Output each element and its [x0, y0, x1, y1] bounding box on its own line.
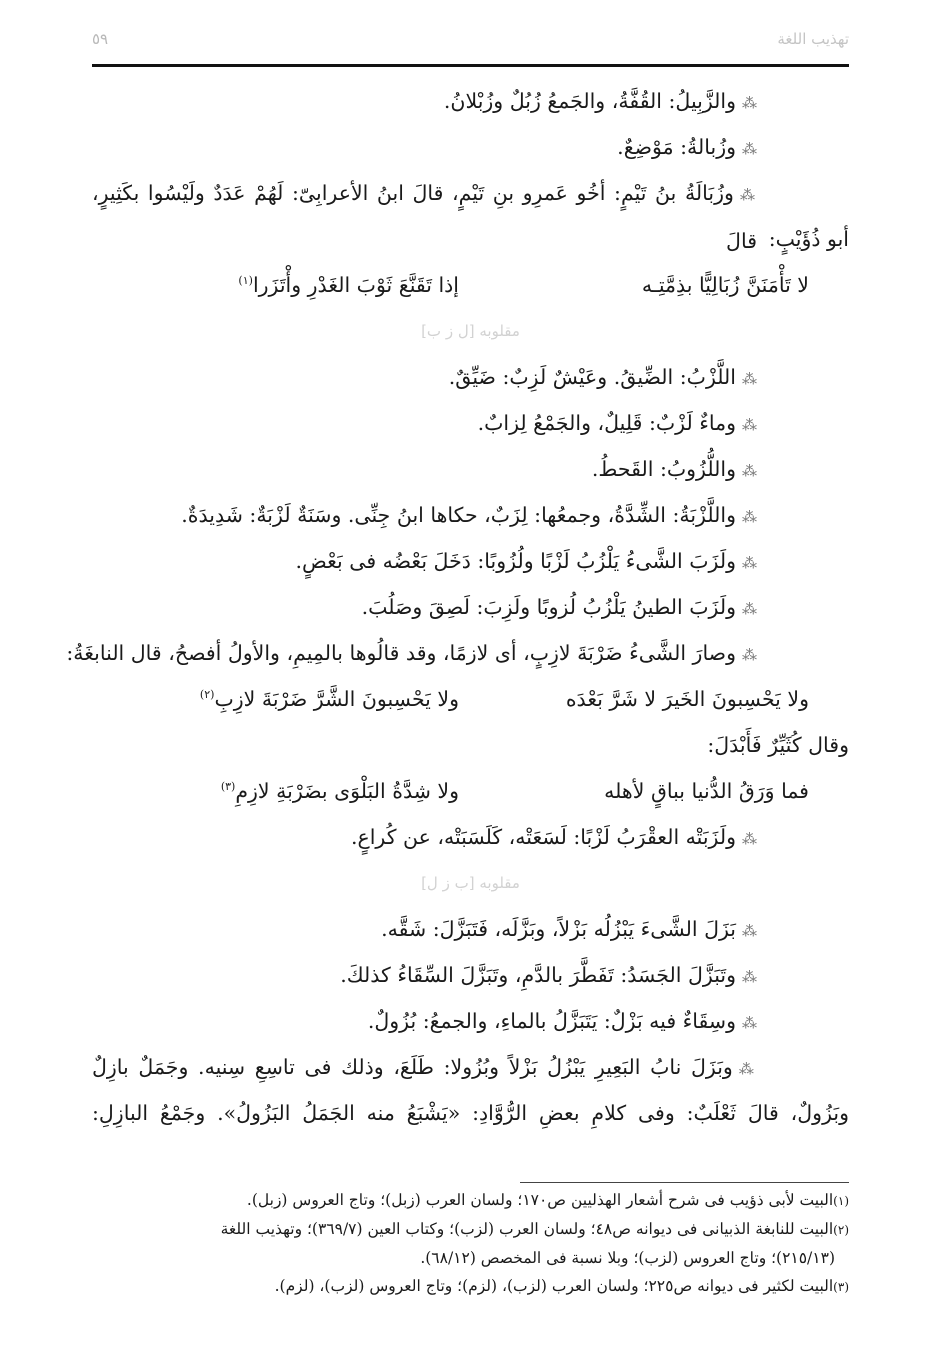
entry-text: ولَزَبَ الطينُ يَلْزُبُ لُزوبًا ولَزِبَ: لَصِقَ وصَلُبَ. [361, 595, 736, 619]
entry-continuation: وبَزُولٌ، قالَ ثَعْلَبٌ: وفى كلامِ بعضِ الرُّوَّادِ: «يَشْبَعُ منه الجَمَلُ البَزُولُ». وجَمْعُ البازِلِ: [92, 1101, 849, 1125]
entry-text: واللُّزُوبُ: القَحطُ. [591, 457, 736, 481]
entry-bullet: ⁂ [738, 1060, 757, 1078]
entry-bullet: ⁂ [742, 830, 757, 848]
entry-text: وصارَ الشَّىءُ ضَرْبَةَ لازِبٍ، أى لازمًا، وقد قالُوها بالمِيمِ، والأولُ أفصحُ، قال النابغَةُ: [66, 641, 736, 665]
entry-text: بَزَلَ الشَّىءَ يَبْزُلُه بَزْلاً، وبَزَّلَه، فَتَبَزَّلَ: شَقَّه. [381, 917, 736, 941]
entry-bullet: ⁂ [742, 508, 757, 526]
entry-line [92, 354, 849, 400]
verse-line [92, 676, 849, 722]
footnote-text: البيت لأبى ذؤيب فى شرح أشعار الهذليين ص١٧٠؛ ولسان العرب (زبل)؛ وتاج العروس (زبل). [246, 1191, 834, 1209]
entry-line [92, 124, 849, 170]
footnote-2 [92, 1215, 849, 1244]
entry-text: اللَّزْبُ: الضِّيقُ. وعَيْشٌ لَزِبٌ: ضَيِّقٌ. [448, 365, 736, 389]
footnote-2-continued: (٢١٥/١٣)؛ وتاج العروس (لزب)؛ وبلا نسبة فى المخصص (٦٨/١٢). [420, 1249, 835, 1267]
entry-text: واللَّزْبَةُ: الشِّدَّةُ، وجمعُها: لِزَبٌ، حكاها ابنُ جِنِّى. وسَنَةٌ لَزْبَةٌ: شَدِيدَةٌ. [181, 503, 736, 527]
verse-hemistich-second [238, 262, 459, 308]
entry-line [92, 998, 849, 1044]
verse-hemistich-second [200, 676, 459, 722]
entry-bullet: ⁂ [742, 1014, 757, 1032]
entry-line [92, 492, 849, 538]
verse-hemistich-first: ولا يَحْسِبونَ الخَيرَ لا شَرَّ بَعْدَه [565, 687, 809, 711]
verse-text: ولا يَحْسِبونَ الشَّرَّ ضَرْبَةَ لازِبِ [214, 687, 459, 711]
entry-text: ولَزَبَتْه العقْرَبُ لَزْبًا: لَسَعَتْه، كَلَسَبَتْه، عن كُراعٍ. [350, 825, 736, 849]
section-heading: مقلوبه [ل ز ب] [421, 322, 520, 340]
entry-line [92, 78, 849, 124]
entry-continuation: أبو ذُؤَيْبٍ: [768, 227, 849, 251]
entry-line [92, 538, 849, 584]
verse-text: إذا تَقَنَّعَ ثَوْبَ الغَدْرِ وأْتَزَرا [252, 273, 459, 297]
entry-bullet: ⁂ [739, 186, 757, 204]
verse-line [92, 262, 849, 308]
entry-text: والزَّبِيلُ: القُفَّةُ، والجَمعُ زُبُلٌ وزُبْلانُ. [443, 89, 736, 113]
header-rule [92, 64, 849, 67]
entry-text: وبَزَلَ نابُ البَعِيرِ يَبْزُلُ بَزْلاً وبُزُولا: طَلَعَ، وذلك فى تاسِعِ سِنيه. وجَمَلٌ بازِلٌ [92, 1055, 733, 1079]
footnote-number: (٢) [833, 1223, 849, 1237]
entry-line [92, 446, 849, 492]
footnote-ref: (٣) [220, 780, 236, 794]
entry-bullet: ⁂ [742, 462, 757, 480]
entry-bullet: ⁂ [742, 94, 757, 112]
footnote-rule [520, 1182, 849, 1183]
entry-bullet: ⁂ [742, 416, 757, 434]
entry-line [92, 400, 849, 446]
footnote-1 [92, 1186, 849, 1215]
footnote-number: (٣) [833, 1280, 849, 1294]
footnote-ref: (٢) [199, 688, 215, 702]
entry-bullet: ⁂ [742, 370, 757, 388]
entry-line [92, 906, 849, 952]
entry-bullet: ⁂ [742, 554, 757, 572]
entry-bullet: ⁂ [742, 968, 757, 986]
main-text [66, 78, 849, 1136]
footnote-text: البيت لكثير فى ديوانه ص٢٢٥؛ ولسان العرب (لزب)، (لزم)؛ وتاج العروس (لزب)، (لزم). [274, 1277, 834, 1295]
entry-text: ولَزَبَ الشَّىءُ يَلْزُبُ لَزْبًا ولُزُوبًا: دَخَلَ بَعْضُه فى بَعْضٍ. [295, 549, 736, 573]
verse-text: ولا شِدَّةُ البَلْوَى بضَرْبَةِ لازِمِ [235, 779, 459, 803]
entry-text: وسِقَاءٌ فيه بَزْلٌ: يَتَبَزَّلُ بالماءِ، والجمعُ: بُزُولٌ. [367, 1009, 736, 1033]
entry-bullet: ⁂ [742, 600, 757, 618]
entry-text: وماءٌ لَزْبٌ: قَلِيلٌ، والجَمْعُ لِزابٌ. [477, 411, 736, 435]
footnote-text: البيت للنابغة الذبيانى فى ديوانه ص٤٨؛ ولسان العرب (لزب)؛ وكتاب العين (٣٦٩/٧)؛ وتهذيب اللغة [220, 1220, 834, 1238]
verse-line [92, 768, 849, 814]
entry-line [92, 814, 849, 860]
entry-line [92, 1044, 849, 1090]
running-title: تهذيب اللغة [777, 30, 849, 48]
page-number: ٥٩ [92, 30, 109, 48]
page-header [92, 26, 849, 62]
entry-text: وتَبَزَّلَ الجَسَدُ: تَفَطَّرَ بالدَّمِ، وتَبَزَّلَ السِّقَاءُ كذلكَ. [340, 963, 736, 987]
verse-hemistich-second [221, 768, 459, 814]
entry-text: وزُبَالَةُ بنُ تَيْمٍ: أخُو عَمرِو بنِ تَيْمٍ، قالَ ابنُ الأعرابِىّ: لَهُمْ عَدَدٌ ولَيْسُوا بكَثِيرٍ، قالَ [92, 181, 757, 253]
entry-continuation: وقال كُثَيِّرٌ فَأَبْدَلَ: [707, 733, 849, 757]
entry-text: وزُبالةُ: مَوْضِعٌ. [617, 135, 736, 159]
entry-line [66, 630, 849, 676]
entry-bullet: ⁂ [742, 140, 757, 158]
entry-line [92, 584, 849, 630]
footnote-3 [92, 1272, 849, 1301]
entry-bullet: ⁂ [742, 646, 757, 664]
footnotes [92, 1186, 849, 1301]
footnote-ref: (١) [238, 274, 253, 288]
entry-bullet: ⁂ [742, 922, 757, 940]
verse-hemistich-first: لا تَأْمَنَنَّ زُبَالِيًّا بذِمَّتِـه [641, 273, 809, 297]
section-heading: مقلوبه [ب ز ل] [421, 874, 520, 892]
entry-line [92, 952, 849, 998]
verse-hemistich-first: فما وَرَقُ الدُّنيا بباقٍ لأهله [604, 779, 809, 803]
footnote-number: (١) [833, 1194, 849, 1208]
